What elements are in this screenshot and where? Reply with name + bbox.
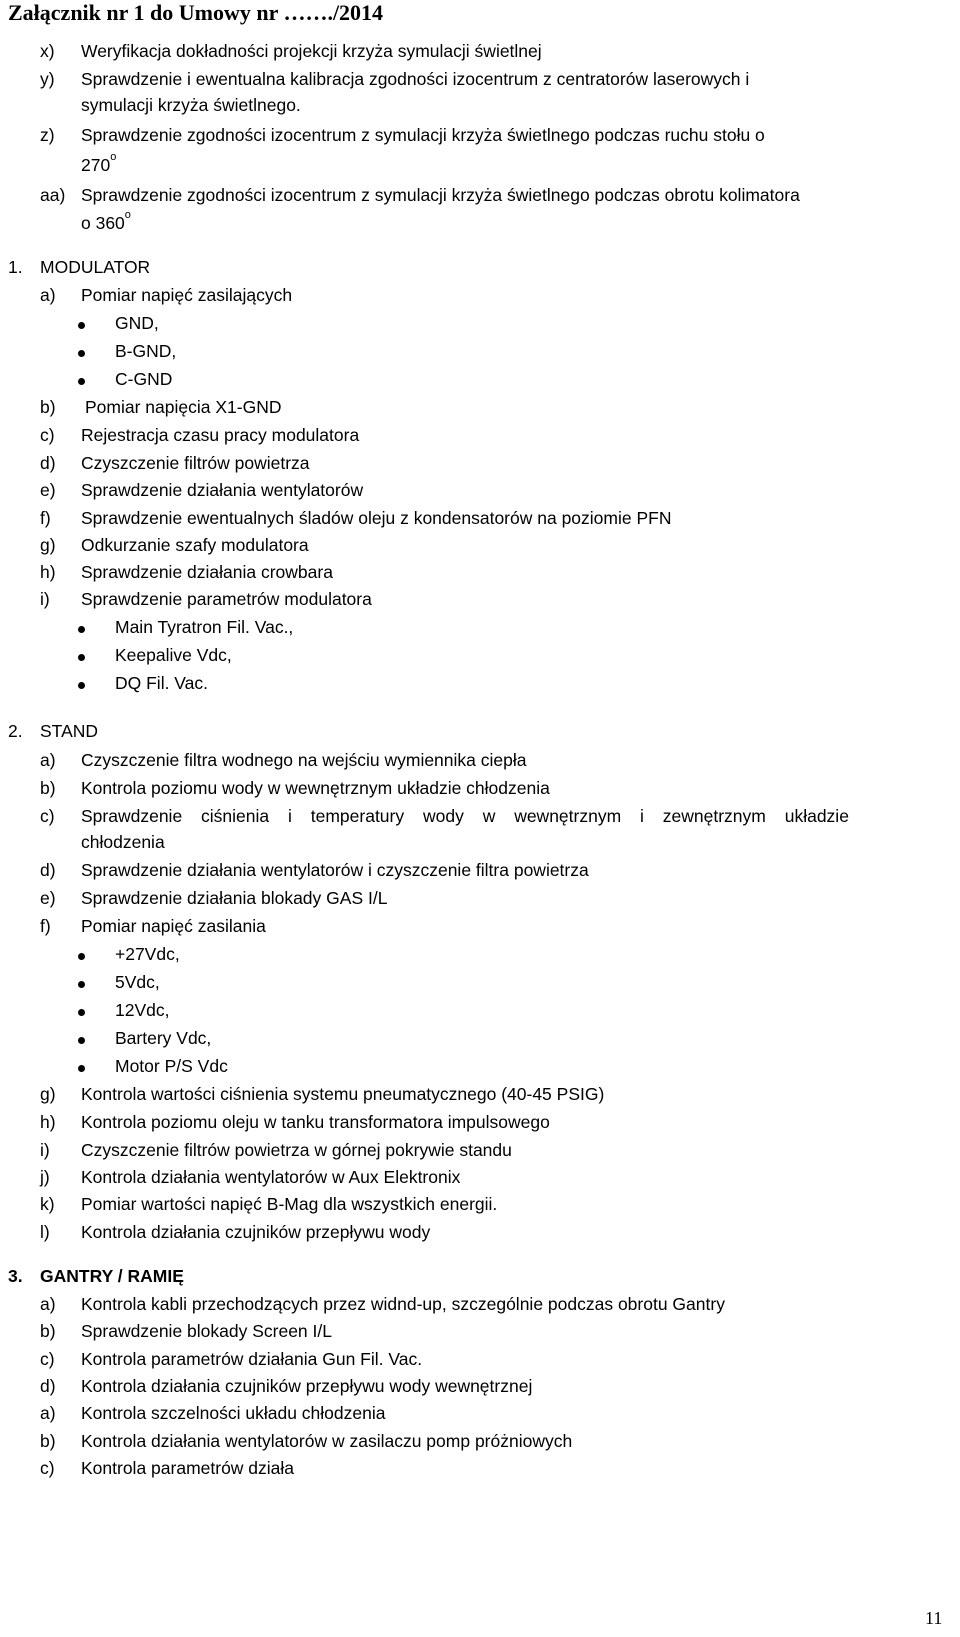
item-text: Pomiar wartości napięć B-Mag dla wszystkich energii. xyxy=(81,1194,498,1214)
item-text: Kontrola kabli przechodzących przez widnd-up, szczególnie podczas obrotu Gantry xyxy=(81,1294,725,1314)
item-label: g) xyxy=(40,535,56,555)
item-label: d) xyxy=(40,860,56,880)
item-label: y) xyxy=(40,69,55,89)
bullet-dot xyxy=(78,1009,85,1016)
item-label: c) xyxy=(40,425,55,445)
section-title: MODULATOR xyxy=(40,257,151,277)
item-label: h) xyxy=(40,562,56,582)
item-label: a) xyxy=(40,1294,56,1314)
item-text: Kontrola wartości ciśnienia systemu pneumatycznego (40-45 PSIG) xyxy=(81,1084,605,1104)
item-text: Pomiar napięcia X1-GND xyxy=(85,397,282,417)
item-label: c) xyxy=(40,1458,55,1478)
item-label: a) xyxy=(40,750,56,770)
item-label: a) xyxy=(40,1403,56,1423)
item-text: Kontrola poziomu wody w wewnętrznym układzie chłodzenia xyxy=(81,778,550,798)
bullet-text: Main Tyratron Fil. Vac., xyxy=(115,617,294,637)
bullet-text: DQ Fil. Vac. xyxy=(115,673,209,693)
item-label: f) xyxy=(40,508,51,528)
item-text: Czyszczenie filtrów powietrza w górnej pokrywie standu xyxy=(81,1140,512,1160)
item-text-continuation: symulacji krzyża świetlnego. xyxy=(81,95,301,115)
item-text: Kontrola parametrów działania Gun Fil. Vac. xyxy=(81,1349,423,1369)
section-title: GANTRY / RAMIĘ xyxy=(40,1266,184,1286)
item-text: Rejestracja czasu pracy modulatora xyxy=(81,425,360,445)
bullet-dot xyxy=(78,981,85,988)
bullet-dot xyxy=(78,953,85,960)
item-label: g) xyxy=(40,1084,56,1104)
item-text: Sprawdzenie zgodności izocentrum z symulacji krzyża świetlnego podczas ruchu stołu o xyxy=(81,125,765,145)
item-label: c) xyxy=(40,806,55,826)
bullet-dot xyxy=(78,626,85,633)
item-text: Sprawdzenie działania crowbara xyxy=(81,562,333,582)
bullet-text: 5Vdc, xyxy=(115,972,160,992)
item-label: b) xyxy=(40,397,56,417)
item-label: a) xyxy=(40,285,56,305)
bullet-text: 12Vdc, xyxy=(115,1000,170,1020)
item-text: Sprawdzenie zgodności izocentrum z symulacji krzyża świetlnego podczas obrotu kolimatora xyxy=(81,185,800,205)
item-label: f) xyxy=(40,916,51,936)
section-number: 1. xyxy=(8,257,23,277)
degree-superscript: o xyxy=(124,209,131,221)
item-text: Kontrola działania wentylatorów w zasilaczu pomp próżniowych xyxy=(81,1431,573,1451)
document-header: Załącznik nr 1 do Umowy nr ……./2014 xyxy=(8,0,384,25)
item-text: Czyszczenie filtra wodnego na wejściu wymiennika ciepła xyxy=(81,750,527,770)
degree-superscript: o xyxy=(110,151,117,163)
item-text: Pomiar napięć zasilania xyxy=(81,916,266,936)
item-text: Sprawdzenie ciśnienia i temperatury wody w wewnętrznym i zewnętrznym układzie xyxy=(81,806,849,826)
item-text-continuation: 270$^o$ xyxy=(81,151,117,175)
item-text: Sprawdzenie działania wentylatorów i czyszczenie filtra powietrza xyxy=(81,860,589,880)
item-text: Weryfikacja dokładności projekcji krzyża symulacji świetlnej xyxy=(81,41,542,61)
section-number: 2. xyxy=(8,721,23,741)
item-label: j) xyxy=(40,1167,50,1187)
item-label: i) xyxy=(40,1140,50,1160)
item-text: Kontrola parametrów działa xyxy=(81,1458,295,1478)
item-label: l) xyxy=(40,1222,50,1242)
item-text-continuation: chłodzenia xyxy=(81,832,165,852)
item-label: e) xyxy=(40,888,56,908)
item-label: x) xyxy=(40,41,55,61)
item-text: Sprawdzenie działania blokady GAS I/L xyxy=(81,888,388,908)
bullet-dot xyxy=(78,682,85,689)
item-text: Sprawdzenie ewentualnych śladów oleju z kondensatorów na poziomie PFN xyxy=(81,508,672,528)
item-text: Kontrola szczelności układu chłodzenia xyxy=(81,1403,386,1423)
section-title: STAND xyxy=(40,721,99,741)
item-text: Sprawdzenie działania wentylatorów xyxy=(81,480,364,500)
item-label: aa) xyxy=(40,185,66,205)
item-label: h) xyxy=(40,1112,56,1132)
item-label: b) xyxy=(40,1321,56,1341)
bullet-text: Motor P/S Vdc xyxy=(115,1056,228,1076)
bullet-text: C-GND xyxy=(115,369,173,389)
bullet-dot xyxy=(78,350,85,357)
bullet-dot xyxy=(78,1065,85,1072)
bullet-text: B-GND, xyxy=(115,341,177,361)
item-label: c) xyxy=(40,1349,55,1369)
item-text: Pomiar napięć zasilających xyxy=(81,285,293,305)
item-label: k) xyxy=(40,1194,55,1214)
item-label: d) xyxy=(40,453,56,473)
item-text: Kontrola działania wentylatorów w Aux Elektronix xyxy=(81,1167,461,1187)
item-text: Sprawdzenie parametrów modulatora xyxy=(81,589,372,609)
bullet-dot xyxy=(78,378,85,385)
page-number: 11 xyxy=(925,1608,943,1628)
item-label: b) xyxy=(40,778,56,798)
bullet-dot xyxy=(78,1037,85,1044)
bullet-text: Keepalive Vdc, xyxy=(115,645,232,665)
item-text: Czyszczenie filtrów powietrza xyxy=(81,453,310,473)
item-text: Sprawdzenie i ewentualna kalibracja zgodności izocentrum z centratorów laserowych i xyxy=(81,69,750,89)
item-text: Sprawdzenie blokady Screen I/L xyxy=(81,1321,332,1341)
bullet-dot xyxy=(78,322,85,329)
item-text: Kontrola działania czujników przepływu wody xyxy=(81,1222,431,1242)
bullet-text: +27Vdc, xyxy=(115,944,180,964)
item-text: Kontrola poziomu oleju w tanku transformatora impulsowego xyxy=(81,1112,550,1132)
item-label: z) xyxy=(40,125,55,145)
item-text: Odkurzanie szafy modulatora xyxy=(81,535,309,555)
bullet-text: GND, xyxy=(115,313,159,333)
section-number: 3. xyxy=(8,1266,23,1286)
item-label: d) xyxy=(40,1376,56,1396)
item-label: e) xyxy=(40,480,56,500)
item-label: i) xyxy=(40,589,50,609)
item-label: b) xyxy=(40,1431,56,1451)
bullet-dot xyxy=(78,654,85,661)
bullet-text: Bartery Vdc, xyxy=(115,1028,212,1048)
item-text: Kontrola działania czujników przepływu wody wewnętrznej xyxy=(81,1376,533,1396)
item-text-continuation: o 360$^o$ xyxy=(81,209,131,233)
